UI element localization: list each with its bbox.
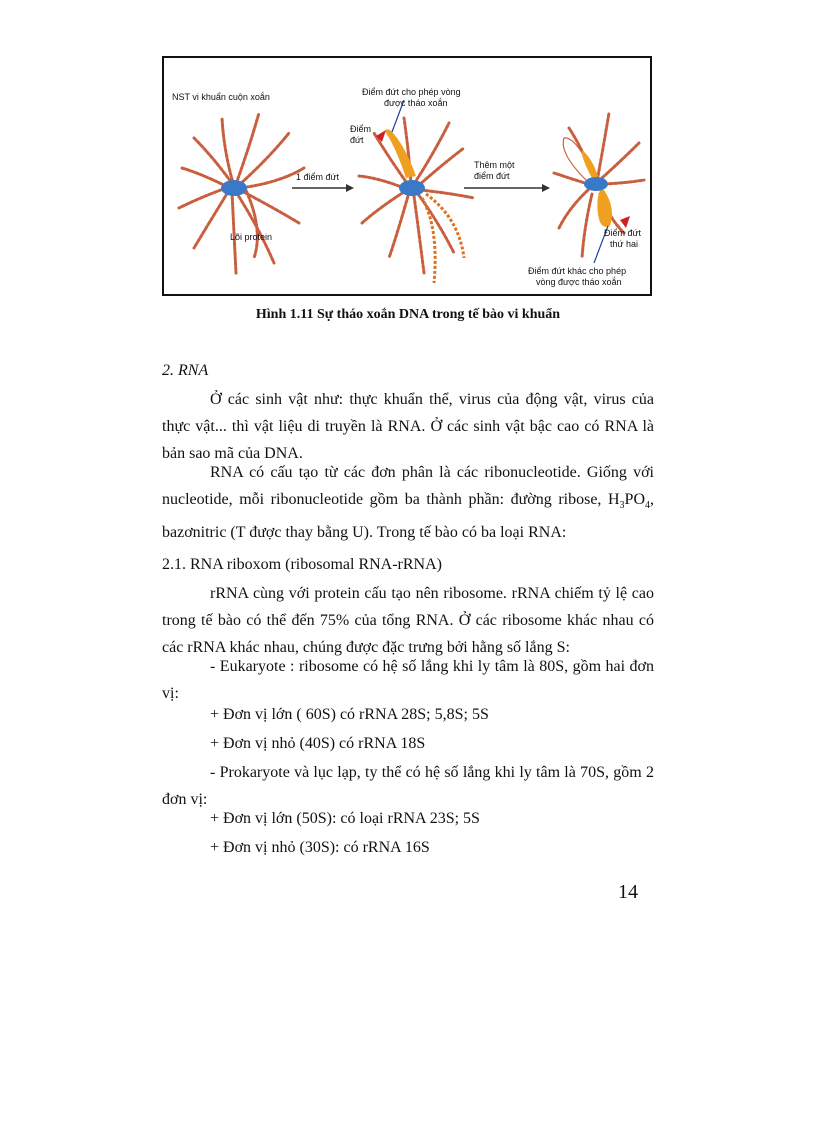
euk-large-subunit: + Đơn vị lớn ( 60S) có rRNA 28S; 5,8S; 5S [210,706,489,723]
protein-core-3 [584,177,608,191]
protein-core-2 [399,180,425,196]
pro-small-subunit: + Đơn vị nhỏ (30S): có rRNA 16S [210,839,430,856]
label-break-pt-1: Điểm [350,124,372,134]
unwound-loop-1 [386,129,417,178]
label-add-2: điểm đứt [474,171,510,181]
label-other-2: vòng được tháo xoắn [536,277,622,287]
label-break-pt-2: đứt [350,135,364,145]
pro-large-subunit: + Đơn vị lớn (50S): có loại rRNA 23S; 5S [210,810,480,827]
para3-line1: rRNA cùng với protein cấu tạo nên ribosome. rRNA chiếm tỷ lệ cao [210,585,654,602]
break-marker-2 [620,216,630,228]
pro-line1: - Prokaryote và lục lạp, ty thể có hệ số lắng khi ly tâm là 70S, gồm 2 [210,764,654,781]
figure-caption: Hình 1.11 Sự tháo xoắn DNA trong tế bào vi khuẩn [255,307,561,322]
para2-line2: nucleotide, mỗi ribonucleotide gồm ba thành phần: đường ribose, $H_3PO_4$, [162,491,654,512]
section-heading-rna: 2. RNA [162,362,209,379]
label-add-1: Thêm một [474,160,515,170]
para1-line1: Ở các sinh vật như: thực khuẩn thể, virus của động vật, virus của [210,391,654,408]
label-second-2: thứ hai [610,239,639,249]
label-core: Lõi protein [230,232,273,242]
paragraph-rna-intro [162,386,654,467]
label-break-allow-1: Điểm đứt cho phép vòng [362,87,461,97]
paragraph-rna-structure [162,459,654,546]
para1-line2: thực vật... thì vật liệu di truyền là RNA. Ở các sinh vật bậc cao có RNA là [162,418,654,435]
label-step1: 1 điểm đứt [296,172,340,182]
euk-line2: vị: [162,685,179,702]
para2-line1: RNA có cấu tạo từ các đơn phân là các ribonucleotide. Giống với [210,464,654,481]
pro-line2: đơn vị: [162,791,208,808]
figure-bacterial-dna [162,56,652,296]
section-heading-rrna: 2.1. RNA riboxom (ribosomal RNA-rRNA) [162,556,442,573]
para1-line3: bản sao mã của DNA. [162,445,303,462]
unwound-loop-2 [597,190,612,227]
label-break-allow-2: được tháo xoắn [384,98,448,108]
euk-small-subunit: + Đơn vị nhỏ (40S) có rRNA 18S [210,735,426,752]
paragraph-eukaryote [162,653,654,707]
euk-line1: - Eukaryote : ribosome có hệ số lắng khi ly tâm là 80S, gồm hai đơn [210,658,654,675]
para3-line3: các rRNA khác nhau, chúng được đặc trưng bởi hằng số lắng S: [162,639,570,656]
para3-line2: trong tế bào có thể đến 75% của tổng RNA. Ở các ribosome khác nhau có [162,612,654,629]
label-second-1: Điểm đứt [604,228,642,238]
label-other-1: Điểm đứt khác cho phép [528,266,627,276]
para2-line3: bazơnitric (T được thay bằng U). Trong tế bào có ba loại RNA: [162,524,567,542]
label-nst: NST vi khuẩn cuộn xoắn [172,92,270,102]
paragraph-rrna [162,580,654,661]
protein-core-1 [221,180,247,196]
page-number: 14 [618,881,638,903]
